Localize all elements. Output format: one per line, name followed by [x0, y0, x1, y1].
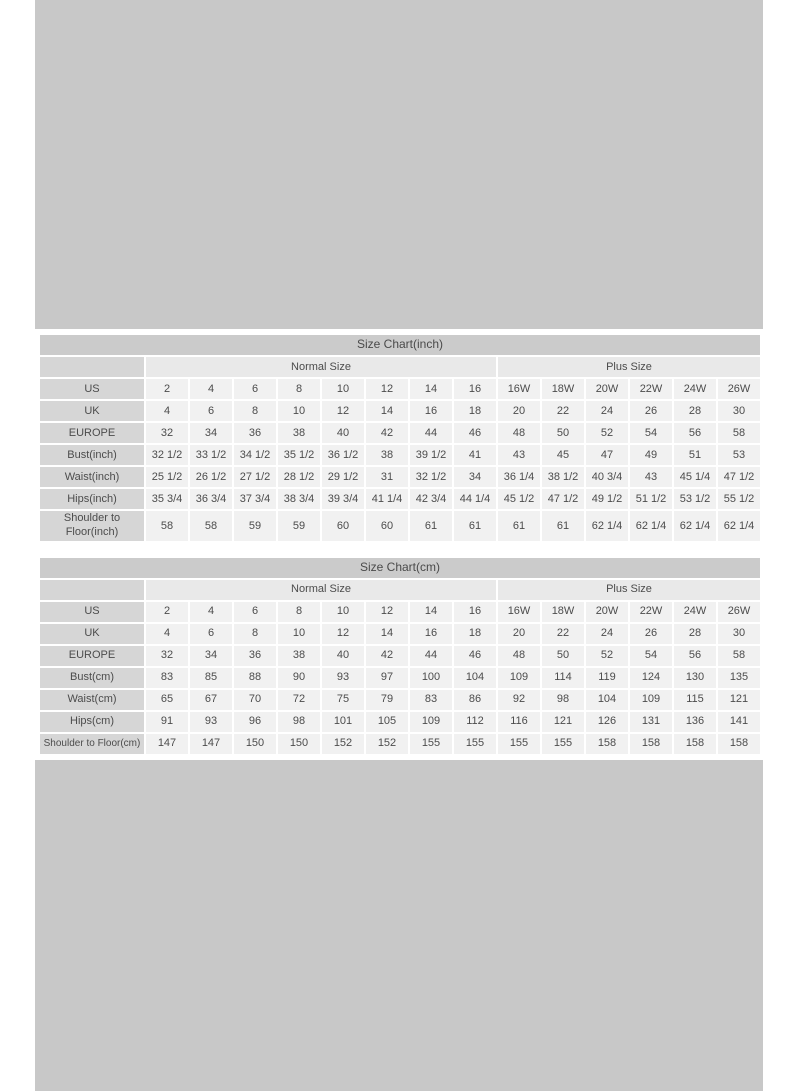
value-cell: 6: [190, 401, 232, 421]
value-cell: 16W: [498, 602, 540, 622]
value-cell: 56: [674, 423, 716, 443]
value-cell: 2: [146, 379, 188, 399]
value-cell: 61: [542, 511, 584, 541]
size-chart-cm: [38, 556, 762, 756]
value-cell: 52: [586, 423, 628, 443]
value-cell: 36 1/4: [498, 467, 540, 487]
value-cell: 104: [586, 690, 628, 710]
value-cell: 93: [322, 668, 364, 688]
value-cell: 79: [366, 690, 408, 710]
value-cell: 35 3/4: [146, 489, 188, 509]
value-cell: 114: [542, 668, 584, 688]
value-cell: 152: [322, 734, 364, 754]
value-cell: 32 1/2: [410, 467, 452, 487]
corner-cell: [40, 357, 144, 377]
row-label-cell: UK: [40, 401, 144, 421]
value-cell: 62 1/4: [586, 511, 628, 541]
value-cell: 26 1/2: [190, 467, 232, 487]
value-cell: 18W: [542, 602, 584, 622]
table-row: [40, 445, 760, 465]
value-cell: 24W: [674, 602, 716, 622]
value-cell: 131: [630, 712, 672, 732]
value-cell: 38: [278, 646, 320, 666]
value-cell: 25 1/2: [146, 467, 188, 487]
value-cell: 40: [322, 423, 364, 443]
size-chart-panel: [35, 329, 763, 760]
value-cell: 155: [542, 734, 584, 754]
size-chart-inch: [38, 333, 762, 543]
value-cell: 28: [674, 624, 716, 644]
row-label-cell: UK: [40, 624, 144, 644]
table-row: [40, 467, 760, 487]
value-cell: 62 1/4: [674, 511, 716, 541]
value-cell: 38: [366, 445, 408, 465]
size-table: [38, 556, 762, 756]
value-cell: 141: [718, 712, 760, 732]
table-row: [40, 511, 760, 541]
table-title: Size Chart(cm): [40, 558, 760, 578]
value-cell: 45 1/2: [498, 489, 540, 509]
value-cell: 155: [410, 734, 452, 754]
value-cell: 135: [718, 668, 760, 688]
value-cell: 58: [146, 511, 188, 541]
size-table: [38, 333, 762, 543]
corner-cell: [40, 580, 144, 600]
value-cell: 39 3/4: [322, 489, 364, 509]
value-cell: 16: [410, 401, 452, 421]
value-cell: 55 1/2: [718, 489, 760, 509]
value-cell: 34: [190, 646, 232, 666]
value-cell: 42: [366, 423, 408, 443]
value-cell: 105: [366, 712, 408, 732]
value-cell: 14: [410, 602, 452, 622]
value-cell: 119: [586, 668, 628, 688]
value-cell: 147: [190, 734, 232, 754]
value-cell: 93: [190, 712, 232, 732]
table-row: [40, 489, 760, 509]
value-cell: 12: [366, 379, 408, 399]
value-cell: 54: [630, 646, 672, 666]
table-row: [40, 624, 760, 644]
value-cell: 61: [410, 511, 452, 541]
table-row: [40, 712, 760, 732]
table-row: [40, 401, 760, 421]
row-label-cell: Waist(cm): [40, 690, 144, 710]
value-cell: 44 1/4: [454, 489, 496, 509]
value-cell: 121: [542, 712, 584, 732]
value-cell: 124: [630, 668, 672, 688]
value-cell: 158: [630, 734, 672, 754]
value-cell: 109: [410, 712, 452, 732]
value-cell: 67: [190, 690, 232, 710]
value-cell: 22: [542, 624, 584, 644]
value-cell: 29 1/2: [322, 467, 364, 487]
value-cell: 44: [410, 646, 452, 666]
value-cell: 20: [498, 401, 540, 421]
value-cell: 51 1/2: [630, 489, 672, 509]
value-cell: 37 3/4: [234, 489, 276, 509]
column-group-header: Plus Size: [498, 357, 760, 377]
value-cell: 150: [278, 734, 320, 754]
value-cell: 26W: [718, 379, 760, 399]
value-cell: 70: [234, 690, 276, 710]
value-cell: 16: [454, 602, 496, 622]
value-cell: 115: [674, 690, 716, 710]
column-group-header: Normal Size: [146, 580, 496, 600]
value-cell: 24: [586, 624, 628, 644]
value-cell: 31: [366, 467, 408, 487]
value-cell: 18W: [542, 379, 584, 399]
value-cell: 109: [498, 668, 540, 688]
value-cell: 83: [146, 668, 188, 688]
value-cell: 26: [630, 401, 672, 421]
value-cell: 43: [498, 445, 540, 465]
value-cell: 16W: [498, 379, 540, 399]
value-cell: 22W: [630, 602, 672, 622]
value-cell: 158: [586, 734, 628, 754]
value-cell: 50: [542, 646, 584, 666]
value-cell: 91: [146, 712, 188, 732]
value-cell: 36 1/2: [322, 445, 364, 465]
value-cell: 24W: [674, 379, 716, 399]
value-cell: 155: [498, 734, 540, 754]
value-cell: 4: [146, 624, 188, 644]
value-cell: 61: [454, 511, 496, 541]
value-cell: 60: [322, 511, 364, 541]
value-cell: 14: [366, 401, 408, 421]
value-cell: 116: [498, 712, 540, 732]
value-cell: 58: [718, 423, 760, 443]
value-cell: 38 1/2: [542, 467, 584, 487]
value-cell: 53: [718, 445, 760, 465]
table-row: [40, 646, 760, 666]
value-cell: 35 1/2: [278, 445, 320, 465]
row-label-cell: EUROPE: [40, 646, 144, 666]
value-cell: 2: [146, 602, 188, 622]
value-cell: 20: [498, 624, 540, 644]
table-row: [40, 734, 760, 754]
value-cell: 8: [278, 602, 320, 622]
value-cell: 4: [190, 602, 232, 622]
value-cell: 40 3/4: [586, 467, 628, 487]
value-cell: 20W: [586, 602, 628, 622]
value-cell: 16: [454, 379, 496, 399]
value-cell: 53 1/2: [674, 489, 716, 509]
value-cell: 39 1/2: [410, 445, 452, 465]
value-cell: 10: [322, 602, 364, 622]
value-cell: 6: [234, 602, 276, 622]
table-row: [40, 668, 760, 688]
value-cell: 61: [498, 511, 540, 541]
value-cell: 8: [278, 379, 320, 399]
value-cell: 72: [278, 690, 320, 710]
value-cell: 65: [146, 690, 188, 710]
value-cell: 14: [410, 379, 452, 399]
value-cell: 6: [190, 624, 232, 644]
row-label-cell: US: [40, 602, 144, 622]
value-cell: 8: [234, 401, 276, 421]
value-cell: 34 1/2: [234, 445, 276, 465]
value-cell: 38 3/4: [278, 489, 320, 509]
value-cell: 58: [718, 646, 760, 666]
value-cell: 46: [454, 646, 496, 666]
value-cell: 96: [234, 712, 276, 732]
value-cell: 41 1/4: [366, 489, 408, 509]
value-cell: 8: [234, 624, 276, 644]
value-cell: 121: [718, 690, 760, 710]
value-cell: 150: [234, 734, 276, 754]
table-title: Size Chart(inch): [40, 335, 760, 355]
value-cell: 41: [454, 445, 496, 465]
value-cell: 62 1/4: [630, 511, 672, 541]
value-cell: 49: [630, 445, 672, 465]
value-cell: 26: [630, 624, 672, 644]
value-cell: 14: [366, 624, 408, 644]
value-cell: 4: [190, 379, 232, 399]
value-cell: 101: [322, 712, 364, 732]
value-cell: 34: [454, 467, 496, 487]
table-row: [40, 423, 760, 443]
value-cell: 49 1/2: [586, 489, 628, 509]
table-row: [40, 602, 760, 622]
value-cell: 28 1/2: [278, 467, 320, 487]
value-cell: 42: [366, 646, 408, 666]
value-cell: 83: [410, 690, 452, 710]
value-cell: 109: [630, 690, 672, 710]
value-cell: 24: [586, 401, 628, 421]
row-label-cell: EUROPE: [40, 423, 144, 443]
value-cell: 33 1/2: [190, 445, 232, 465]
value-cell: 6: [234, 379, 276, 399]
value-cell: 51: [674, 445, 716, 465]
value-cell: 104: [454, 668, 496, 688]
value-cell: 30: [718, 624, 760, 644]
row-label-cell: Bust(inch): [40, 445, 144, 465]
row-label-cell: Hips(inch): [40, 489, 144, 509]
row-label-cell: Shoulder to Floor(cm): [40, 734, 144, 754]
value-cell: 30: [718, 401, 760, 421]
value-cell: 44: [410, 423, 452, 443]
value-cell: 36: [234, 646, 276, 666]
value-cell: 36: [234, 423, 276, 443]
value-cell: 59: [234, 511, 276, 541]
value-cell: 136: [674, 712, 716, 732]
value-cell: 10: [278, 624, 320, 644]
value-cell: 75: [322, 690, 364, 710]
value-cell: 32: [146, 646, 188, 666]
value-cell: 18: [454, 624, 496, 644]
value-cell: 155: [454, 734, 496, 754]
value-cell: 90: [278, 668, 320, 688]
row-label-cell: Hips(cm): [40, 712, 144, 732]
value-cell: 10: [278, 401, 320, 421]
value-cell: 112: [454, 712, 496, 732]
value-cell: 58: [190, 511, 232, 541]
row-label-cell: US: [40, 379, 144, 399]
value-cell: 47 1/2: [718, 467, 760, 487]
value-cell: 32 1/2: [146, 445, 188, 465]
value-cell: 60: [366, 511, 408, 541]
value-cell: 158: [718, 734, 760, 754]
value-cell: 22: [542, 401, 584, 421]
value-cell: 36 3/4: [190, 489, 232, 509]
value-cell: 12: [322, 401, 364, 421]
column-group-header: Plus Size: [498, 580, 760, 600]
value-cell: 98: [278, 712, 320, 732]
row-label-cell: Shoulder to Floor(inch): [40, 511, 144, 541]
value-cell: 54: [630, 423, 672, 443]
value-cell: 92: [498, 690, 540, 710]
value-cell: 16: [410, 624, 452, 644]
value-cell: 52: [586, 646, 628, 666]
value-cell: 130: [674, 668, 716, 688]
value-cell: 48: [498, 646, 540, 666]
value-cell: 12: [366, 602, 408, 622]
value-cell: 46: [454, 423, 496, 443]
value-cell: 97: [366, 668, 408, 688]
value-cell: 88: [234, 668, 276, 688]
value-cell: 28: [674, 401, 716, 421]
row-label-cell: Waist(inch): [40, 467, 144, 487]
value-cell: 43: [630, 467, 672, 487]
row-label-cell: Bust(cm): [40, 668, 144, 688]
value-cell: 4: [146, 401, 188, 421]
value-cell: 40: [322, 646, 364, 666]
table-row: [40, 379, 760, 399]
value-cell: 32: [146, 423, 188, 443]
gray-backdrop: [35, 0, 763, 1091]
value-cell: 27 1/2: [234, 467, 276, 487]
value-cell: 48: [498, 423, 540, 443]
value-cell: 85: [190, 668, 232, 688]
value-cell: 126: [586, 712, 628, 732]
value-cell: 12: [322, 624, 364, 644]
value-cell: 34: [190, 423, 232, 443]
value-cell: 45 1/4: [674, 467, 716, 487]
value-cell: 98: [542, 690, 584, 710]
value-cell: 86: [454, 690, 496, 710]
value-cell: 100: [410, 668, 452, 688]
value-cell: 47: [586, 445, 628, 465]
value-cell: 59: [278, 511, 320, 541]
value-cell: 147: [146, 734, 188, 754]
table-row: [40, 690, 760, 710]
value-cell: 47 1/2: [542, 489, 584, 509]
value-cell: 22W: [630, 379, 672, 399]
column-group-header: Normal Size: [146, 357, 496, 377]
value-cell: 18: [454, 401, 496, 421]
value-cell: 50: [542, 423, 584, 443]
value-cell: 62 1/4: [718, 511, 760, 541]
value-cell: 20W: [586, 379, 628, 399]
value-cell: 10: [322, 379, 364, 399]
value-cell: 152: [366, 734, 408, 754]
value-cell: 45: [542, 445, 584, 465]
value-cell: 56: [674, 646, 716, 666]
value-cell: 158: [674, 734, 716, 754]
value-cell: 42 3/4: [410, 489, 452, 509]
value-cell: 26W: [718, 602, 760, 622]
value-cell: 38: [278, 423, 320, 443]
